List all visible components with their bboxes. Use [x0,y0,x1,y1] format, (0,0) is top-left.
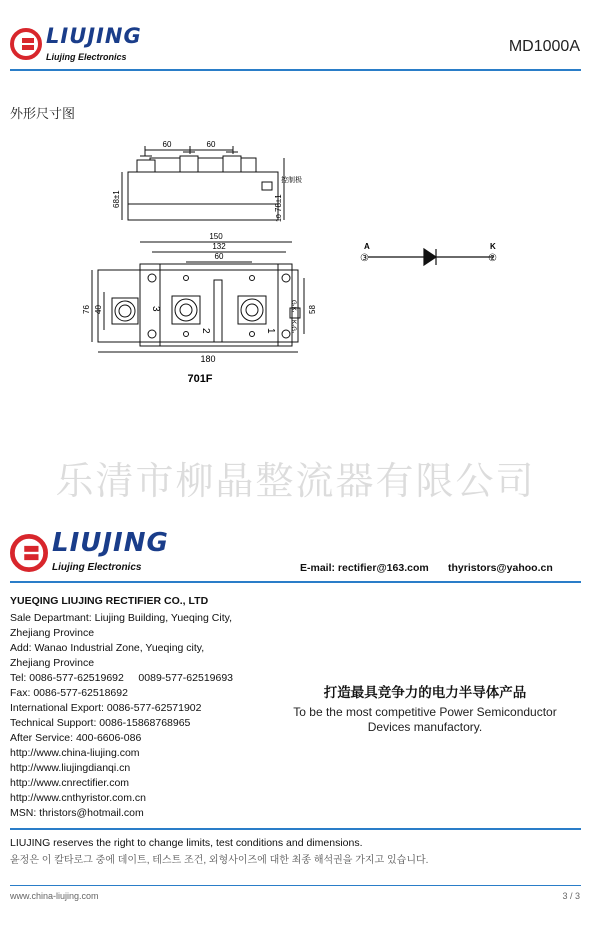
contact-line: Zhejiang Province [10,657,95,669]
dim-40: 40 [94,305,103,314]
dim-top-w1: 60 [162,140,172,149]
company-name: YUEQING LIUJING RECTIFIER CO., LTD [10,595,209,607]
email-secondary: thyristors@yahoo.cn [448,562,553,574]
outline-drawing [0,130,591,430]
header-rule [10,69,581,71]
dim-132: 132 [212,242,226,251]
website-link[interactable]: http://www.cnthyristor.com.cn [10,792,146,804]
logo-subtitle: Liujing Electronics [52,562,142,573]
liujing-logo-icon [10,28,42,60]
contact-line: Add: Wanao Industrial Zone, Yueqing city, [10,642,205,654]
contact-line: Fax: 0086-577-62518692 [10,687,128,699]
email-primary: E-mail: rectifier@163.com [300,562,429,574]
logo-brand-text: LIUJING [46,24,142,48]
dim-180: 180 [200,354,216,364]
dim-58: 58 [308,305,317,314]
page-number: 3 / 3 [562,891,580,901]
pin-2: 2 [200,328,211,334]
model-number: MD1000A [508,38,580,55]
footer-logo [10,528,170,578]
slogan-en-line1: To be the most competitive Power Semiconductor [293,705,557,719]
disclaimer-kr: 윤정은 이 칼타로그 중에 데이트, 테스트 조건, 외형사이즈에 대한 최종 해석권을 가지고 있습니다. [10,855,429,866]
pin-3: 3 [150,306,161,312]
dim-top-w2: 60 [206,140,216,149]
slogan-en [280,705,570,735]
ctrl-label: 控制极 [281,177,302,184]
symbol-cathode-label: K [490,242,496,251]
top-view [92,242,304,352]
dim-60: 60 [214,252,224,261]
contact-line: Technical Support: 0086-15868768965 [10,717,191,729]
symbol-anode-label: A [364,242,370,251]
side-view [122,146,284,220]
watermark: 乐清市柳晶整流器有限公司 [55,459,536,503]
contact-rule [10,581,581,583]
contact-line: Sale Departmant: Liujing Building, Yueqing City, [10,612,232,624]
symbol-cathode-pin: ② [488,253,497,264]
diode-symbol [368,249,493,265]
disclaimer-en: LIUJING reserves the right to change limits, test conditions and dimensions. [10,837,363,849]
contact-line: International Export: 0086-577-62571902 [10,702,202,714]
dim-h2: 78±1 [274,194,283,212]
dim-h3: 10 [276,214,283,222]
section-title: 外形尺寸图 [10,106,76,121]
contact-line: Zhejiang Province [10,627,95,639]
dim-76: 76 [82,305,91,314]
package-label: 701F [187,373,213,385]
contact-info [10,611,233,821]
website-link[interactable]: http://www.cnrectifier.com [10,777,130,789]
liujing-logo-icon [10,534,48,572]
pin-1: 1 [265,328,276,334]
slogan-en-line2: Devices manufactory. [367,720,483,734]
msn-contact: MSN: thristors@hotmail.com [10,807,144,819]
contact-line: After Service: 400-6606-086 [10,732,142,744]
disclaimer-rule [10,828,581,830]
logo-subtitle: Liujing Electronics [46,52,127,62]
footer-rule [10,885,581,886]
website-link[interactable]: http://www.china-liujing.com [10,747,140,759]
website-link[interactable]: http://www.liujingdianqi.cn [10,762,131,774]
slogan-cn: 打造最具竞争力的电力半导体产品 [323,685,527,700]
gate-label-k2g2: K₂G₂ [290,320,296,334]
logo-brand-text: LIUJING [52,528,169,558]
symbol-anode-pin: ③ [360,253,369,264]
footer-url[interactable]: www.china-liujing.com [10,891,99,901]
dim-150: 150 [209,232,223,241]
gate-label-g1k1: G₁K₁ [290,300,296,313]
dim-h1: 68±1 [112,190,121,208]
header-logo [10,26,140,66]
contact-line: Tel: 0086-577-62519692 0089-577-62519693 [10,672,234,684]
